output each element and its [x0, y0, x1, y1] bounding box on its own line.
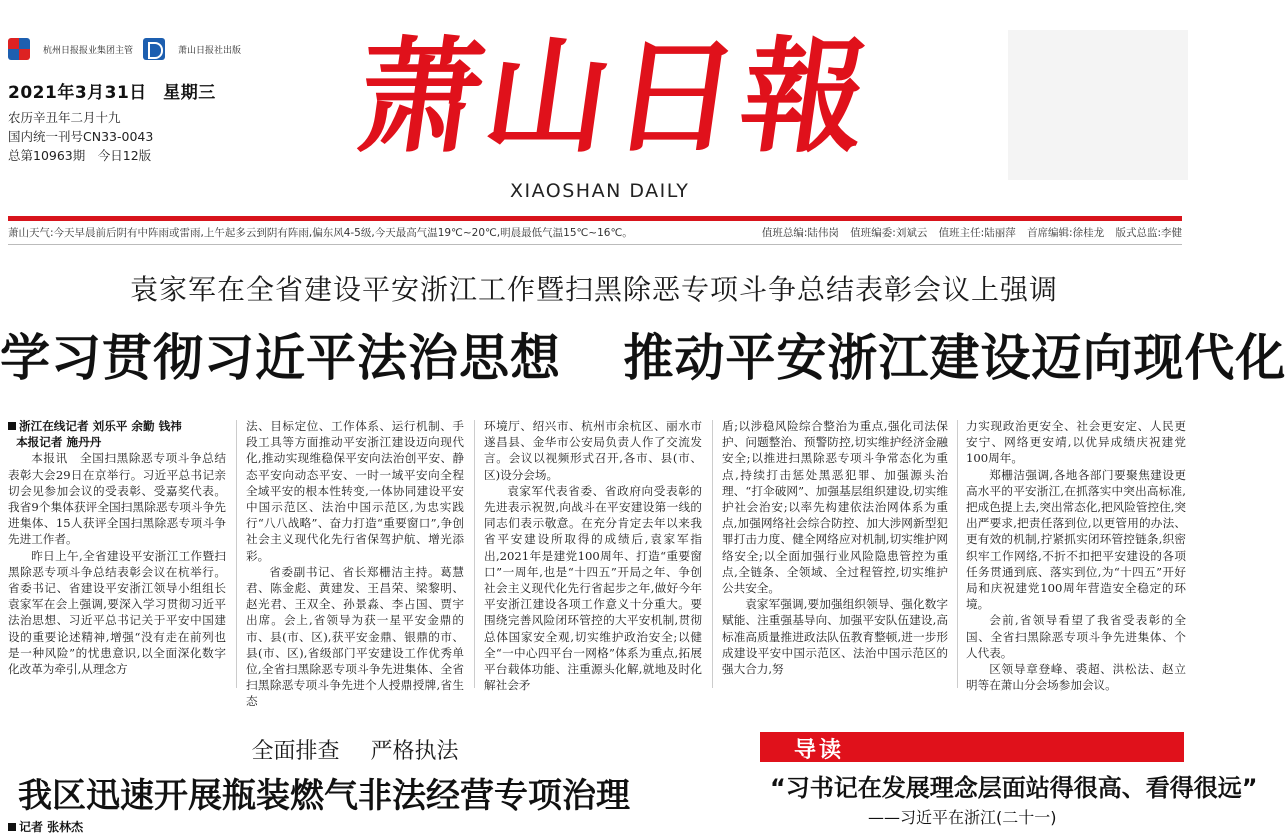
- publisher-group-name: 杭州日报报业集团主管: [43, 45, 134, 56]
- article-paragraph: 袁家军代表省委、省政府向受表彰的先进表示祝贺,向战斗在平安建设第一线的同志们表示敬意。在充分肯定去年以来我省平安建设所取得的成绩后,袁家军指出,2021年是建党100周年、打造“重要窗口”一周年,也是“十四五”开局之年、争创社会主义现代化先行省起步之年,做好今年平安浙江建设各项工作意义十分重大。要围绕完善风险闭环管控的大平安机制,贯彻总体国家安全观,切实维护政治安全;以健全“一中心四平台一网格”体系为重点,拓展平台载体功能、注重源头化解,就地及时化解社会矛: [484, 483, 702, 693]
- cn-number: 国内统一刊号CN33-0043: [8, 129, 154, 144]
- guide-quote[interactable]: “习书记在发展理念层面站得很高、看得很远”: [770, 774, 1258, 802]
- issue-date: 2021年3月31日: [8, 83, 147, 103]
- editor-item: 值班编委:刘斌云: [850, 227, 928, 239]
- column-divider: [957, 420, 958, 688]
- weather-report: 萧山天气:今天早晨前后阴有中阵雨或雷雨,上午起多云到阴有阵雨,偏东风4-5级,今天最高气温19℃~20℃,明晨最低气温15℃~16℃。: [8, 227, 633, 239]
- press-logo-icon: [143, 38, 165, 60]
- article-column-3: [484, 418, 702, 693]
- article-paragraph: 昨日上午,全省建设平安浙江工作暨扫黑除恶专项斗争总结表彰会议在杭举行。省委书记、省建设平安浙江领导小组组长袁家军在会上强调,要深入学习贯彻习近平法治思想、习近平总书记关于平安中国建设的重要论述精神,增强“没有走在前列也是一种风险”的忧患意识,以全面深化数字化改革为牵引,从理念方: [8, 548, 226, 677]
- lunar-date: 农历辛丑年二月十九: [8, 110, 121, 125]
- article-paragraph: 环境厅、绍兴市、杭州市余杭区、丽水市遂昌县、金华市公安局负责人作了交流发言。会议以视频形式召开,各市、县(市、区)设分会场。: [484, 419, 702, 482]
- second-kicker-part2: 严格执法: [370, 739, 459, 764]
- issue-meta: [8, 108, 153, 165]
- article-paragraph: 袁家军强调,要加强组织领导、强化数字赋能、注重强基导向、加强平安队伍建设,高标准高质量推进政法队伍教育整顿,进一步形成建设平安中国示范区、法治中国示范区的强大合力,努: [722, 597, 948, 677]
- article-paragraph: 郑栅洁强调,各地各部门要聚焦建设更高水平的平安浙江,在抓落实中突出高标准,把成色提上去,突出常态化,把风险管控住,突出严要求,把责任落到位,以更管用的办法、更有效的机制,拧紧抓实闭环管控链条,织密织牢工作网络,不折不扣把平安建设的各项任务贯通到底、落实到位,为“十四五”开好局和庆祝建党100周年营造安全稳定的环境。: [966, 467, 1186, 612]
- publisher-bar: [8, 38, 241, 60]
- column-divider: [712, 420, 713, 688]
- editor-item: 值班主任:陆丽萍: [938, 227, 1016, 239]
- masthead-ad-space: [1008, 30, 1188, 180]
- article-paragraph: 盾;以涉稳风险综合整治为重点,强化司法保护、问题整治、预警防控,切实维护经济金融安全;以推进扫黑除恶专项斗争常态化为重点,持续打击惩处黑恶犯罪、加强源头治理、“打伞破网”、加强基层组织建设,切实维护社会治安;以率先构建依法治网体系为重点,加强网络社会综合防控、加大涉网新型犯罪打击力度、健全网络应对机制,切实维护网络安全;以全面加强行业风险隐患管控为重点,全链条、全领域、全过程管控,切实维护公共安全。: [722, 419, 948, 596]
- bullet-square-icon: [8, 422, 16, 430]
- editor-item: 值班总编:陆伟岗: [761, 227, 839, 239]
- lead-headline-part2: 推动平安浙江建设迈向现代化: [623, 329, 1286, 387]
- divider: [8, 244, 1182, 245]
- lead-headline-part1: 学习贯彻习近平法治思想: [0, 329, 561, 387]
- info-bar: [8, 225, 1182, 243]
- article-paragraph: 法、目标定位、工作体系、运行机制、手段工具等方面推动平安浙江建设迈向现代化,推动实现维稳保平安向法治创平安、静态平安向动态平安、一时一域平安向全程全域平安的根本性转变,一体协同建设平安中国示范区、法治中国示范区,为忠实践行“八八战略”、奋力打造“重要窗口”,争创社会主义现代化先行省保驾护航、增光添彩。: [246, 419, 464, 563]
- issue-date-line: [8, 78, 216, 103]
- editor-item: 版式总监:李健: [1115, 227, 1182, 239]
- article-paragraph: 本报讯 全国扫黑除恶专项斗争总结表彰大会29日在京举行。习近平总书记亲切会见参加会议的受表彰、受嘉奖代表。我省9个集体获评全国扫黑除恶专项斗争先进集体、15人获评全国扫黑除恶专项斗争先进工作者。: [8, 451, 226, 547]
- masthead-title: 萧山日報: [347, 25, 881, 170]
- bullet-square-icon: [8, 823, 16, 831]
- editor-item: 首席编辑:徐桂龙: [1027, 227, 1105, 239]
- lead-byline-2: 本报记者 施丹丹: [16, 435, 102, 450]
- guide-label: 导读: [794, 738, 845, 763]
- lead-byline-1: 浙江在线记者 刘乐平 余勤 钱祎: [8, 418, 226, 434]
- second-kicker-part1: 全面排查: [251, 739, 340, 764]
- article-column-4: [722, 418, 948, 690]
- editor-list: [762, 225, 1182, 243]
- group-logo-icon: [8, 38, 30, 60]
- article-paragraph: 会前,省领导看望了我省受表彰的全国、全省扫黑除恶专项斗争先进集体、个人代表。: [966, 613, 1186, 660]
- masthead-red-rule: [8, 216, 1182, 221]
- article-column-2: [246, 418, 464, 709]
- second-byline: 记者 张林杰: [8, 818, 83, 835]
- article-paragraph: 力实现政治更安全、社会更安定、人民更安宁、网络更安靖,以优异成绩庆祝建党100周年。: [966, 419, 1186, 466]
- article-paragraph: 区领导章登峰、裘超、洪松法、赵立明等在萧山分会场参加会议。: [966, 662, 1186, 693]
- masthead-english: XIAOSHAN DAILY: [510, 180, 690, 202]
- column-divider: [474, 420, 475, 688]
- guide-source: ——习近平在浙江(二十一): [868, 808, 1057, 827]
- issue-info: 总第10963期 今日12版: [8, 148, 152, 163]
- article-column-1: [8, 418, 226, 690]
- second-kicker: [0, 734, 710, 765]
- article-column-5: [966, 418, 1186, 693]
- issue-weekday: 星期三: [163, 83, 216, 103]
- lead-headline[interactable]: [0, 318, 1286, 390]
- column-divider: [236, 420, 237, 688]
- second-headline[interactable]: 我区迅速开展瓶装燃气非法经营专项治理: [18, 776, 630, 816]
- lead-kicker: 袁家军在全省建设平安浙江工作暨扫黑除恶专项斗争总结表彰会议上强调: [129, 273, 1058, 306]
- article-paragraph: 省委副书记、省长郑栅洁主持。葛慧君、陈金彪、黄建发、王昌荣、梁黎明、赵光君、王双全、孙景淼、李占国、贾宇出席。会上,省领导为获一星平安金鼎的市、县(市、区),获平安金鼎、银鼎的市、县(市、区),省级部门平安建设工作优秀单位,全省扫黑除恶专项斗争先进集体、全省扫黑除恶专项斗争先进个人授鼎授牌,省生态: [246, 564, 464, 709]
- publisher-press-name: 萧山日报社出版: [178, 45, 242, 56]
- guide-banner: [760, 732, 1184, 762]
